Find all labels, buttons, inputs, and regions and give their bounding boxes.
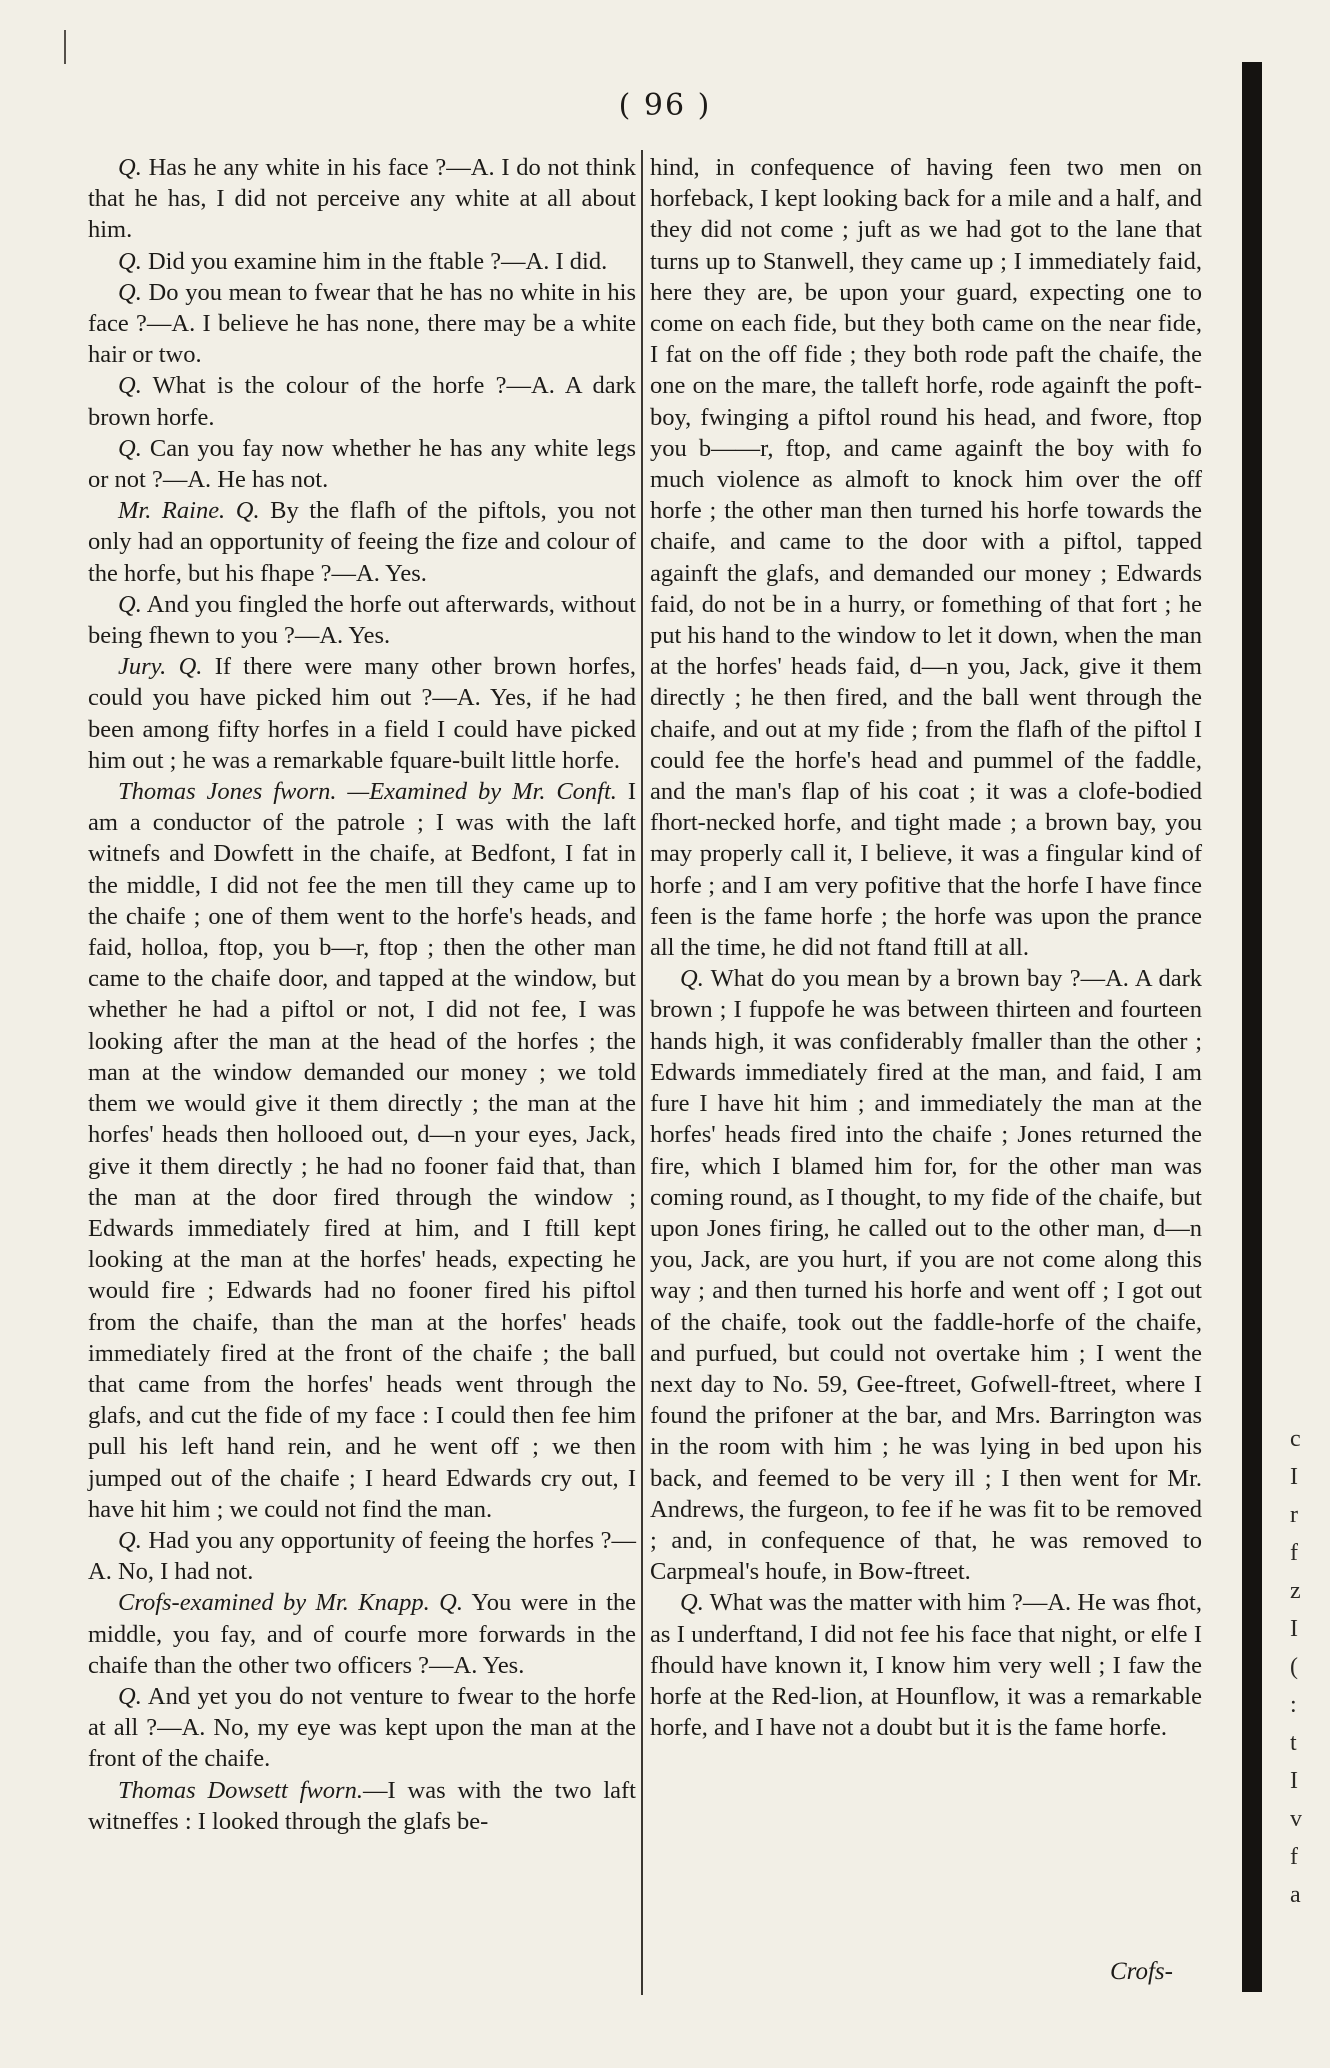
page-number: ( 96 ) xyxy=(618,88,712,123)
speaker-lead: Q. xyxy=(118,1682,142,1710)
speaker-lead: Q. xyxy=(118,1526,142,1554)
edge-letter: a xyxy=(1290,1882,1301,1908)
paragraph xyxy=(88,277,636,371)
paragraph-text: —I was with the two laft witneffes : I looked through the glafs be- xyxy=(88,1776,636,1835)
speaker-lead: Q. xyxy=(118,372,142,400)
edge-letter: t xyxy=(1290,1730,1297,1756)
speaker-lead: Jury. Q. xyxy=(118,653,203,681)
edge-letter: v xyxy=(1290,1806,1302,1832)
speaker-lead: Q. xyxy=(118,590,142,618)
paragraph-text: Can you fay now whether he has any white legs or not ?—A. He has not. xyxy=(88,434,636,494)
paragraph xyxy=(650,1587,1202,1743)
speaker-lead: Q. xyxy=(680,1589,704,1617)
paragraph-text: And you fingled the horfe out afterwards, without being fhewn to you ?—A. Yes. xyxy=(88,590,636,650)
paragraph-text: You were in the middle, you fay, and of courfe more forwards in the chaife than the other two officers ?—A. Yes. xyxy=(88,1589,636,1679)
paragraph xyxy=(88,1681,636,1775)
speaker-lead: Q. xyxy=(680,965,704,993)
speaker-lead: Q. xyxy=(118,154,142,181)
speaker-lead: Crofs-examined by Mr. Knapp. Q. xyxy=(118,1589,463,1617)
paragraph xyxy=(650,963,1202,1587)
right-text-column xyxy=(650,152,1202,1743)
paragraph-text: What do you mean by a brown bay ?—A. A dark brown ; I fuppofe he was between thirteen and fourteen hands high, it was confiderably fmaller than the other ; Edwards immediately fired at the man, and faid, I am fure I have hit him ; and immediately the man at the horfes' heads fired into the chaife ; Jones returned the fire, which I blamed him for, for the other man was coming round, as I thought, to my fide of the chaife, but upon Jones firing, he called out to the other man, d—n you, Jack, are you hurt, if you are not come along this way ; and then turned his horfe and went off ; I got out of the chaife, took out the faddle-horfe of the chaife, and purfued, but could not overtake him ; I went the next day to No. 59, Gee-ftreet, Gofwell-ftreet, where I found the prifoner at the bar, and Mrs. Barrington was in the room with him ; he was lying in bed upon his back, and feemed to be very ill ; I then went for Mr. Andrews, the furgeon, to fee if he was fit to be removed ; and, in confequence of that, he was removed to Carpmeal's houfe, in Bow-ftreet. xyxy=(650,965,1202,1586)
paragraph xyxy=(88,1775,636,1837)
paragraph-text: By the flafh of the piftols, you not only had an opportunity of feeing the fize and colour of the horfe, but his fhape ?—A. Yes. xyxy=(88,497,636,587)
speaker-lead: Q. xyxy=(118,278,142,306)
edge-letter: : xyxy=(1290,1692,1297,1718)
speaker-lead: Thomas Jones fworn. —Examined by Mr. Conft. xyxy=(118,778,617,806)
facing-page-edge-text xyxy=(1290,1420,1320,1914)
paragraph xyxy=(88,246,636,277)
paragraph-text: hind, in confequence of having feen two men on horfeback, I kept looking back for a mile and a half, and they did not come ; juft as we had got to the lane that turns up to Stanwell, they came up ; I immediately faid, here they are, be upon your guard, expecting one to come on each fide, but they both came on the near fide, I fat on the off fide ; they both rode paft the chaife, the one on the mare, the talleft horfe, rode againft the poft-boy, fwinging a piftol round his head, and fwore, ftop you b——r, ftop, and came againft the boy with fo much violence as almoft to knock him over the off horfe ; the other man then turned his horfe towards the chaife, and came to the door with a piftol, tapped againft the glafs, and demanded our money ; Edwards faid, do not be in a hurry, or fomething of that fort ; he put his hand to the window to let it down, when the man at the horfes' heads faid, d—n you, Jack, give it them directly ; he then fired, and the ball went through the chaife, and out at my fide ; from the flafh of the piftol I could fee the horfe's head and pummel of the faddle, and the man's flap of his coat ; it was a clofe-bodied fhort-necked horfe, and tight made ; a brown bay, you may properly call it, I believe, it was a fingular kind of horfe ; and I am very pofitive that the horfe I have fince feen is the fame horfe ; the horfe was upon the prance all the time, he did not ftand ftill at all. xyxy=(650,154,1202,962)
paragraph xyxy=(88,433,636,495)
edge-letter: c xyxy=(1290,1426,1301,1452)
paragraph xyxy=(88,651,636,776)
paragraph-text: What is the colour of the horfe ?—A. A dark brown horfe. xyxy=(88,372,636,431)
edge-letter: z xyxy=(1290,1578,1301,1604)
paragraph-text: Do you mean to fwear that he has no white in his face ?—A. I believe he has none, there may be a white hair or two. xyxy=(88,278,636,369)
speaker-lead: Mr. Raine. Q. xyxy=(118,497,260,525)
edge-letter: f xyxy=(1290,1540,1298,1566)
paragraph xyxy=(88,495,636,589)
paragraph xyxy=(88,370,636,432)
paragraph-text: I am a conductor of the patrole ; I was with the laft witnefs and Dowfett in the chaife, at Bedfont, I fat in the middle, I did not fee the men till they came up to the chaife ; one of them went to the horfe's heads, and faid, holloa, ftop, you b—r, ftop ; then the other man came to the chaife door, and tapped at the window, but whether he had a piftol or not, I did not fee, I was looking after the man at the head of the horfes ; the man at the window demanded our money ; we told them we would give it them directly ; the man at the horfes' heads then hollooed out, d—n your eyes, Jack, give it them directly ; he had no fooner faid that, than the man at the door fired through the window ; Edwards immediately fired at him, and I ftill kept looking at the man at the horfes' heads, expecting he would fire ; Edwards had no fooner fired his piftol from the chaife, than the man at the horfes' heads immediately fired at the front of the chaife ; the ball that came from the horfes' heads went through the glafs, and cut the fide of my face : I could then fee him pull his left hand rein, and he went off ; we then jumped out of the chaife ; I heard Edwards cry out, I have hit him ; we could not find the man. xyxy=(88,778,637,1523)
paragraph-text: If there were many other brown horfes, could you have picked him out ?—A. Yes, if he had been among fifty horfes in a field I could have picked him out ; he was a remarkable fquare-built little horfe. xyxy=(88,653,637,774)
paragraph xyxy=(650,152,1202,963)
paragraph-text: Had you any opportunity of feeing the horfes ?—A. No, I had not. xyxy=(88,1526,636,1586)
paragraph xyxy=(88,1587,636,1681)
binding-shadow xyxy=(1242,62,1262,1992)
left-text-column xyxy=(88,152,636,1837)
speaker-lead: Q. xyxy=(118,434,142,462)
paragraph-text: Has he any white in his face ?—A. I do not think that he has, I did not perceive any white at all about him. xyxy=(88,154,636,244)
paragraph xyxy=(88,589,636,651)
edge-letter: I xyxy=(1290,1616,1298,1642)
edge-letter: I xyxy=(1290,1464,1298,1490)
column-divider xyxy=(641,150,643,1995)
paragraph xyxy=(88,152,636,246)
paragraph-text: And yet you do not venture to fwear to the horfe at all ?—A. No, my eye was kept upon the man at the front of the chaife. xyxy=(88,1682,636,1773)
edge-letter: r xyxy=(1290,1502,1298,1528)
speaker-lead: Thomas Dowsett fworn. xyxy=(118,1776,363,1804)
paragraph xyxy=(88,776,636,1525)
paragraph-text: What was the matter with him ?—A. He was fhot, as I underftand, I did not fee his face that night, or elfe I fhould have known it, I know him very well ; I faw the horfe at the Red-lion, at Hounflow, it was a remarkable horfe, and I have not a doubt but it is the fame horfe. xyxy=(650,1589,1202,1742)
edge-letter: f xyxy=(1290,1844,1298,1870)
paragraph xyxy=(88,1525,636,1587)
edge-letter: I xyxy=(1290,1768,1298,1794)
paragraph-text: Did you examine him in the ftable ?—A. I did. xyxy=(141,247,608,275)
edge-letter: ( xyxy=(1290,1654,1298,1680)
speaker-lead: Q. xyxy=(118,247,142,275)
catchword: Crofs- xyxy=(1110,1958,1173,1985)
margin-mark xyxy=(64,30,66,64)
